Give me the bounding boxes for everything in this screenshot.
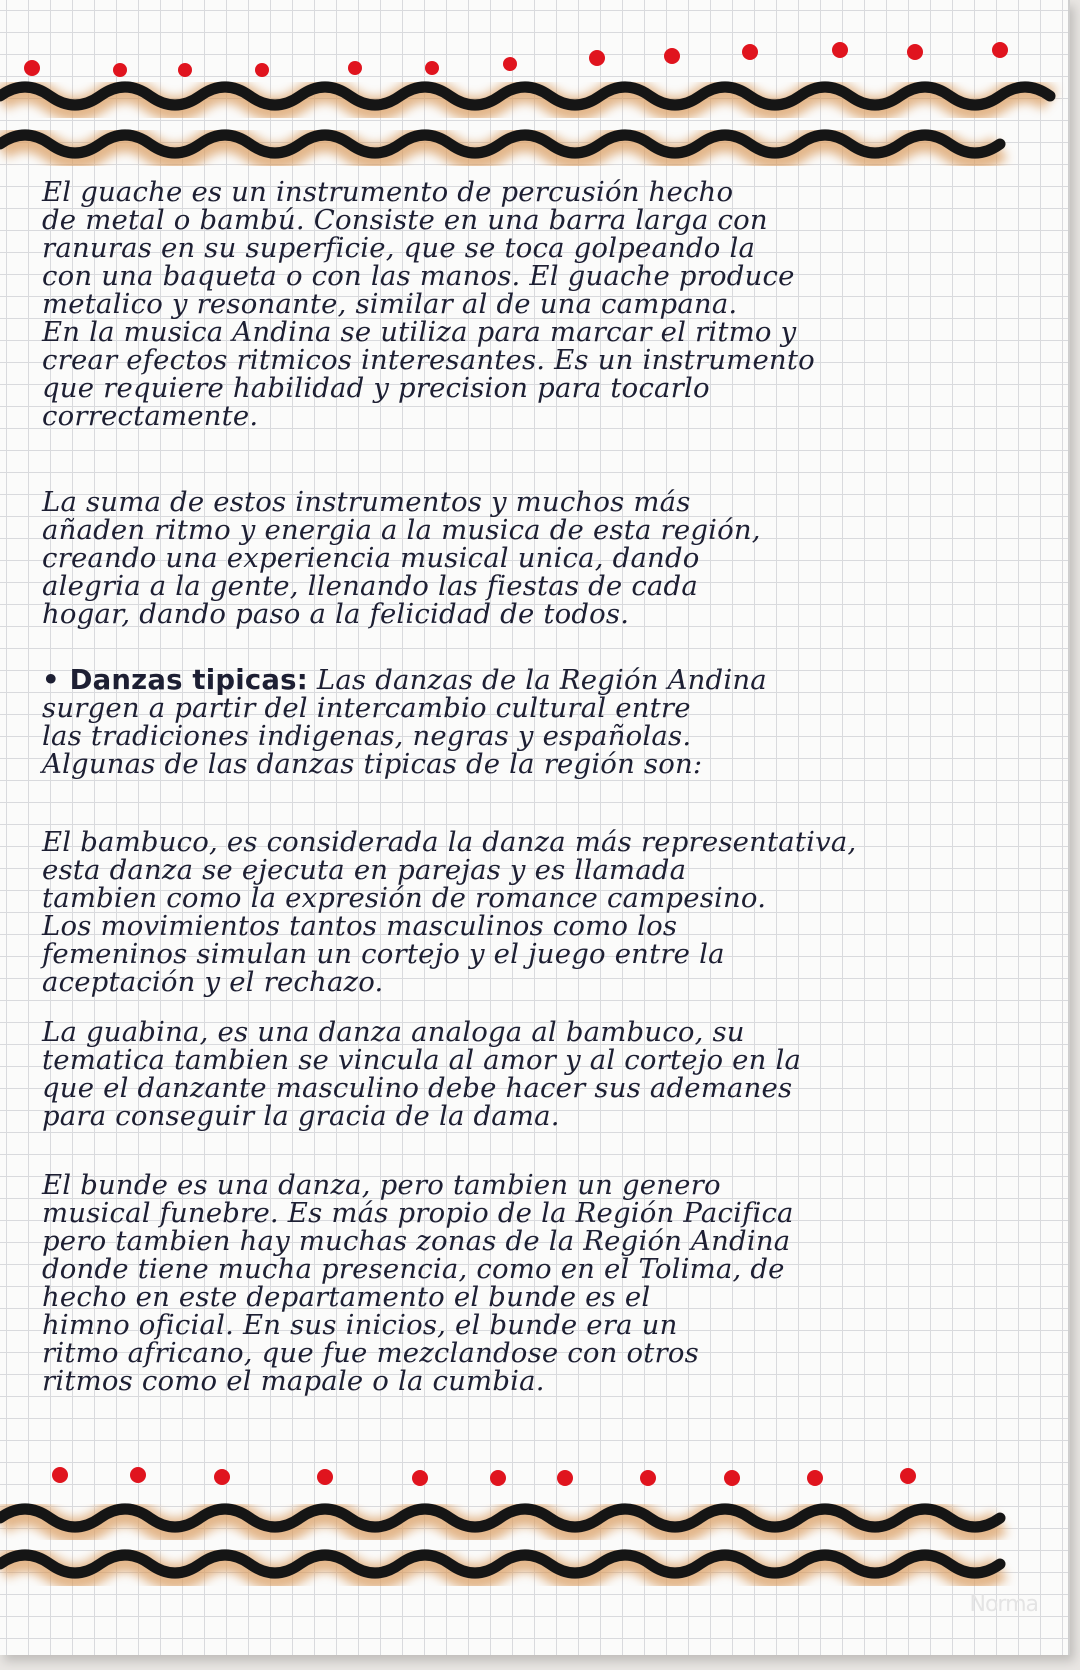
paragraph-bunde: El bunde es una danza, pero tambien un genero musical funebre. Es más propio de la Región Pacifica pero tambien hay muchas zonas de la Región Andina donde tiene mucha presencia, como en el Tolima, de hecho en este departamento el bunde es el himno oficial. En sus inicios, el bunde era un ritmo africano, que fue mezclandose con otros ritmos como el mapale o la cumbia. bbox=[42, 1169, 794, 1397]
danzas-intro-text: Las danzas de la Región Andina surgen a partir del intercambio cultural entre las tradiciones indigenas, negras y españolas. Algunas de las danzas tipicas de la región son: bbox=[42, 664, 767, 780]
paragraph-danzas-tipicas bbox=[42, 666, 767, 778]
wavy-line bbox=[0, 135, 1000, 153]
wavy-line bbox=[0, 1555, 1000, 1573]
paragraph-guabina: La guabina, es una danza analoga al bambuco, su tematica tambien se vincula al amor y al cortejo en la que el danzante masculino debe hacer sus ademanes para conseguir la gracia de la dama. bbox=[42, 1016, 802, 1132]
paragraph-bambuco: El bambuco, es considerada la danza más representativa, esta danza se ejecuta en parejas y es llamada tambien como la expresión de romance campesino. Los movimientos tantos masculinos como los femeninos simulan un cortejo y el juego entre la aceptación y el rechazo. bbox=[42, 826, 857, 998]
paragraph-guache: El guache es un instrumento de percusión hecho de metal o bambú. Consiste en una barra larga con ranuras en su superficie, que se toca golpeando la con una baqueta o con las manos. El guache produce metalico y resonante, similar al de una campana. En la musica Andina se utiliza para marcar el ritmo y crear efectos ritmicos interesantes. Es un instrumento que requiere habilidad y precision para tocarlo correctamente. bbox=[42, 176, 815, 432]
bullet-point: • bbox=[42, 664, 70, 696]
red-dots bbox=[52, 1467, 916, 1486]
paragraph-suma-instrumentos: La suma de estos instrumentos y muchos más añaden ritmo y energia a la musica de esta región, creando una experiencia musical unica, dando alegria a la gente, llenando las fiestas de cada hogar, dando paso a la felicidad de todos. bbox=[42, 486, 761, 630]
brand-watermark: Norma bbox=[969, 1592, 1038, 1617]
wavy-line bbox=[0, 1509, 1000, 1527]
top-decorative-border bbox=[0, 30, 1068, 180]
red-dots bbox=[24, 42, 1008, 77]
section-heading-danzas: Danzas tipicas: bbox=[69, 664, 308, 696]
bottom-decorative-border bbox=[0, 1450, 1068, 1600]
